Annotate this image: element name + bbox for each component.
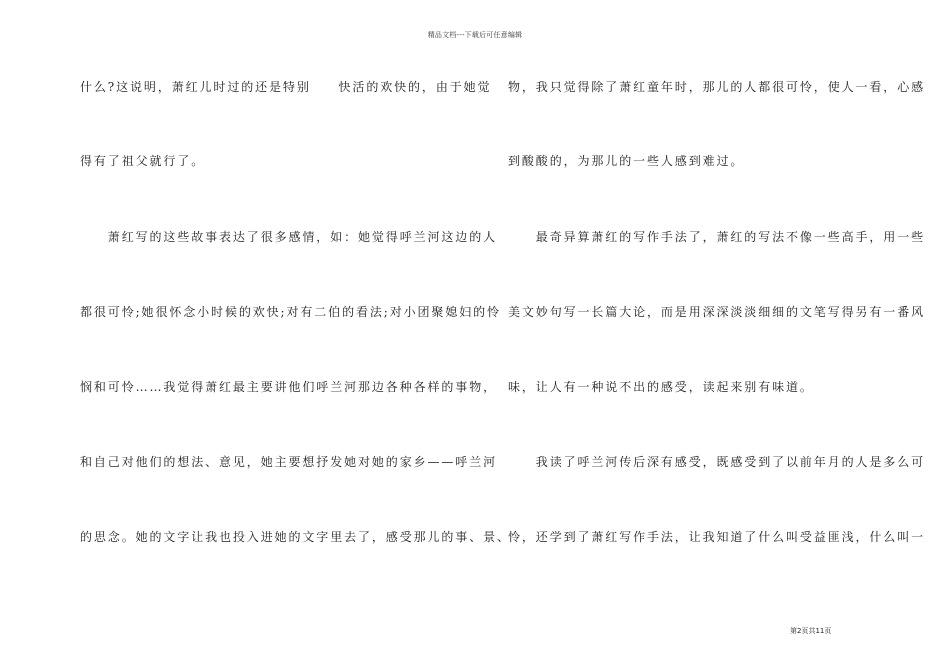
text-line: 味，让人有一种说不出的感受，读起来别有味道。 xyxy=(508,380,814,394)
page-header: 精品文档---下载后可任意编辑 xyxy=(427,31,523,39)
text-line: 美文妙句写一长篇大论，而是用深深淡淡细细的文笔写得另有一番风 xyxy=(508,305,926,319)
text-line: 得有了祖父就行了。 xyxy=(80,154,206,168)
text-line: 怜，还学到了萧红写作手法，让我知道了什么叫受益匪浅，什么叫一 xyxy=(508,530,926,544)
text-line: 都很可怜;她很怀念小时候的欢快;对有二伯的看法;对小团聚媳妇的怜 xyxy=(80,305,501,319)
text-line: 最奇异算萧红的写作手法了，萧红的写法不像一些高手，用一些 xyxy=(508,230,926,244)
text-line: 物，我只觉得除了萧红童年时，那儿的人都很可怜，使人一看，心感 xyxy=(508,80,926,94)
text-line: 悯和可怜……我觉得萧红最主要讲他们呼兰河那边各种各样的事物， xyxy=(80,380,498,394)
text-line: 到酸酸的，为那儿的一些人感到难过。 xyxy=(508,154,745,168)
text-line: 和自己对他们的想法、意见，她主要想抒发她对她的家乡——呼兰河 xyxy=(80,455,498,469)
text-line: 我读了呼兰河传后深有感受，既感受到了以前年月的人是多么可 xyxy=(508,455,926,469)
text-line: 的思念。她的文字让我也投入进她的文字里去了，感受那儿的事、景、 xyxy=(80,530,511,544)
page-number: 第2页共11页 xyxy=(790,627,832,635)
text-line: 萧红写的这些故事表达了很多感情，如：她觉得呼兰河这边的人 xyxy=(80,230,498,244)
text-line: 什么?这说明，萧红儿时过的还是特别 快活的欢快的，由于她觉 xyxy=(80,80,492,94)
